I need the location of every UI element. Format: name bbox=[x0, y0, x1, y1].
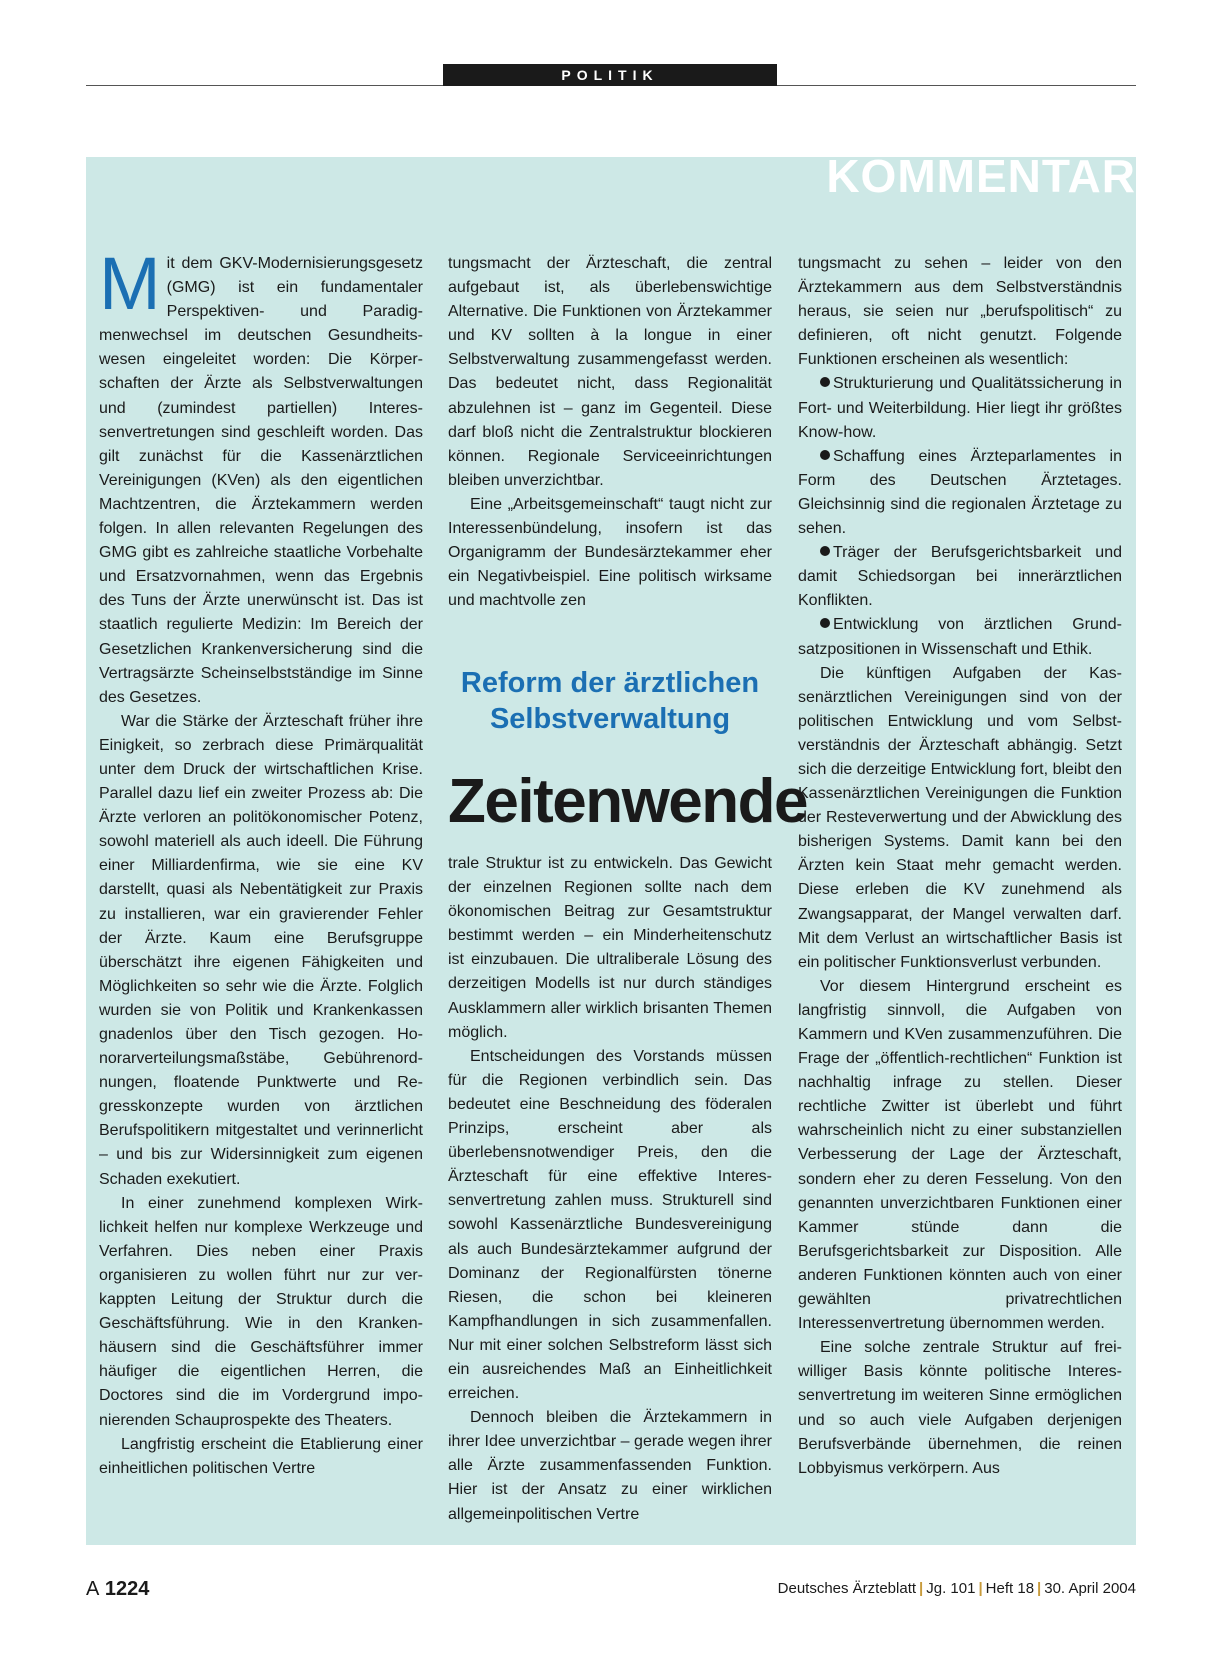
bullet-item: Schaffung eines Ärzteparlamentes in Form des Deutschen Ärztetages. Gleichsinnig sind die regionalen Ärztetage zu sehen. bbox=[798, 447, 1122, 538]
paragraph: Entscheidungen des Vorstands müssen für die Regionen verbindlich sein. Das bedeutet eine Beschneidung des föderalen Prinzips, erscheint aber als überlebensnotwendiger Preis, den die Ärzteschaft für eine effektive Interessenvertretung zahlen muss. Strukturell sind sowohl Kassenärztliche Bundesvereinigung als auch Bundesärztekammer aufgrund der Dominanz der Regionalfürsten tönerne Riesen, die schon bei kleineren Kampfhandlungen in sich zusammenfallen. Nur mit einer solchen Selbstreform lässt sich ein ausreichendes Maß an Einheitlichkeit erreichen. bbox=[448, 1047, 772, 1403]
paragraph: War die Stärke der Ärzteschaft früher ihre Einigkeit, so zerbrach diese Primärqualität unter dem Druck der wirtschaftlichen Krise. Parallel dazu lief ein zweiter Prozess ab: Die Ärzte verloren an politökonomischer Potenz, sowohl materiell als auch ideell. Die Führung einer Milliardenfirma, wie sie eine KV darstellt, quasi als Nebentätigkeit zur Praxis zu installieren, war ein gravierender Fehler der Ärzte. Kaum eine Berufsgruppe überschätzt ihre eigenen Fähigkeiten und Möglichkeiten so sehr wie die Ärzte. Folglich wurden sie von Politik und Krankenkassen gnadenlos über den Tisch gezogen. Honorarverteilungsmaßstäbe, Gebührenordnungen, floatende Punktwerte und Regresskonzepte wurden von ärztlichen Berufspolitikern mitgestaltet und verinnerlicht – und bis zur Widersinnigkeit zum eigenen Schaden exekutiert. bbox=[99, 712, 423, 1188]
issue: Heft 18 bbox=[985, 1580, 1035, 1597]
subheadline: Reform der ärztlichen Selbstverwaltung bbox=[460, 667, 760, 735]
bullet-item: Träger der Berufsgerichtsbarkeit und damit Schiedsorgan bei innerärztlichen Konflikten. bbox=[798, 544, 1122, 610]
paragraph: In einer zunehmend komplexen Wirklichkeit helfen nur komplexe Werkzeuge und Verfahren. Dies neben einer Praxis organisieren zu wollen führt nur zur verkappten Leitung der Struktur durch die Geschäftsführung. Wie in den Krankenhäusern sind die Geschäftsführer immer häufiger die eigentlichen Herren, die Doctores sind die im Vordergrund imponierenden Schauprospekte des Theaters. bbox=[99, 1194, 423, 1429]
paragraph: Die künftigen Aufgaben der Kassenärztlichen Vereinigungen sind von der politischen Entwicklung und vom Selbstverständnis der Ärzteschaft abhängig. Setzt sich die derzeitige Entwicklung fort, bleibt den Kassenärztlichen Vereinigungen die Funktion der Resteverwertung und der Abwicklung des bisherigen Systems. Damit kann bei den Ärzten kein Staat mehr gemacht werden. Diese erleben die KV zunehmend als Zwangsapparat, der Mangel verwalten darf. Mit dem Verlust an wirtschaftlicher Basis ist ein politischer Funktionsverlust verbunden. bbox=[798, 664, 1122, 971]
column-1 bbox=[99, 242, 423, 1481]
paragraph: tungsmacht zu sehen – leider von den Ärztekammern aus dem Selbstverständnis heraus, sie seien nur „berufspolitisch“ zu definieren, oft nicht genutzt. Folgende Funktionen erscheinen als wesentlich: bbox=[798, 255, 1122, 369]
separator: | bbox=[1037, 1580, 1042, 1597]
issue-date: 30. April 2004 bbox=[1044, 1580, 1136, 1597]
separator: | bbox=[978, 1580, 983, 1597]
paragraph: Langfristig erscheint die Etablierung einer einheitlichen politischen Vertre bbox=[99, 1435, 423, 1477]
drop-cap: M bbox=[99, 242, 161, 325]
kicker-label: KOMMENTAR bbox=[826, 157, 1136, 202]
publication-info bbox=[778, 1581, 1136, 1596]
comment-panel bbox=[86, 157, 1136, 1545]
volume: Jg. 101 bbox=[926, 1580, 976, 1597]
paragraph: tungsmacht der Ärzteschaft, die zentral aufgebaut ist, als überlebenswichtige Alternative. Die Funktionen von Ärztekammer und KV sollten à la longue in einer Selbstverwaltung zusammengefasst werden. Das bedeutet nicht, dass Regionalität abzulehnen ist – ganz im Gegenteil. Diese darf bloß nicht die Zentralstruktur blockieren können. Regionale Serviceeinrichtungen bleiben unverzichtbar. bbox=[448, 255, 772, 489]
paragraph: Eine „Arbeitsgemeinschaft“ taugt nicht zur Interessenbündelung, insofern ist das Organigramm der Bundesärztekammer eher ein Negativbeispiel. Eine politisch wirksame und machtvolle zen bbox=[448, 495, 772, 610]
section-label: POLITIK bbox=[443, 64, 777, 86]
bullet-icon bbox=[820, 546, 830, 556]
bullet-item: Strukturierung und Qualitätssicherung in Fort- und Weiterbildung. Hier liegt ihr größtes Know-how. bbox=[798, 375, 1122, 441]
headline-block bbox=[448, 665, 808, 837]
separator: | bbox=[919, 1580, 924, 1597]
column-2-bottom bbox=[448, 852, 772, 1527]
column-2-top bbox=[448, 252, 772, 613]
page-number: A 1224 bbox=[86, 1578, 150, 1600]
paragraph: Mit dem GKV-Modernisierungsgesetz (GMG) ist ein fundamentaler Perspektiven- und Paradigmenwechsel im deutschen Gesundheitswesen eingeleitet worden: Die Körperschaften der Ärzte als Selbstverwaltungen und (zumindest partiellen) Interessenvertretungen sind geschleift worden. Das gilt zunächst für die Kassenärztlichen Vereinigungen (KVen) als den eigentlichen Machtzentren, die Ärztekammern werden folgen. In allen relevanten Regelungen des GMG gibt es zahlreiche staatliche Vorbehalte und Ersatzvornahmen, wenn das Ergebnis des Tuns der Ärzte unerwünscht ist. Das ist staatlich regulierte Medizin: Im Bereich der Gesetzlichen Krankenversicherung sind die Vertragsärzte Scheinselbstständige im Sinne des Gesetzes. bbox=[99, 242, 423, 706]
bullet-icon bbox=[820, 377, 830, 387]
bullet-icon bbox=[820, 618, 830, 628]
headline: Zeitenwende bbox=[448, 767, 808, 836]
paragraph: Eine solche zentrale Struktur auf freiwilliger Basis könnte politische Interessenvertretung im weiteren Sinne ermöglichen und so auch viele Aufgaben derjenigen Berufsverbände übernehmen, die reinen Lobbyismus verkörpern. Aus bbox=[798, 1339, 1122, 1477]
paragraph: trale Struktur ist zu entwickeln. Das Gewicht der einzelnen Regionen sollte nach dem ökonomischen Beitrag zur Gesamtstruktur bestimmt werden – ein Minderheitenschutz ist einzubauen. Die ultraliberale Lösung des derzeitigen Modells ist nur durch ständiges Ausklammern aller wirklich brisanten Themen möglich. bbox=[448, 855, 772, 1041]
paragraph: Vor diesem Hintergrund erscheint es langfristig sinnvoll, die Aufgaben von Kammern und KVen zusammenzuführen. Die Frage der „öffentlich-rechtlichen“ Funktion ist nachhaltig infrage zu stellen. Dieser rechtliche Zwitter ist überlebt und führt wahrscheinlich nicht zu einer substanziellen Verbesserung der Lage der Ärzteschaft, sondern eher zu deren Fesselung. Von den genannten unverzichtbaren Funktionen einer Kammer stünde dann die Berufsgerichtsbarkeit zur Disposition. Alle anderen Funktionen könnten auch von einer gewählten privatrechtlichen Interessenvertretung übernommen werden. bbox=[798, 977, 1122, 1333]
journal-name: Deutsches Ärzteblatt bbox=[777, 1580, 917, 1597]
paragraph: Dennoch bleiben die Ärztekammern in ihrer Idee unverzichtbar – gerade wegen ihrer alle Ärzte zusammenfassenden Funktion. Hier ist der Ansatz zu einer wirklichen allgemeinpolitischen Vertre bbox=[448, 1409, 772, 1523]
bullet-item: Entwicklung von ärztlichen Grundsatzpositionen in Wissenschaft und Ethik. bbox=[798, 616, 1122, 658]
column-3 bbox=[798, 252, 1122, 1481]
bullet-icon bbox=[820, 450, 830, 460]
